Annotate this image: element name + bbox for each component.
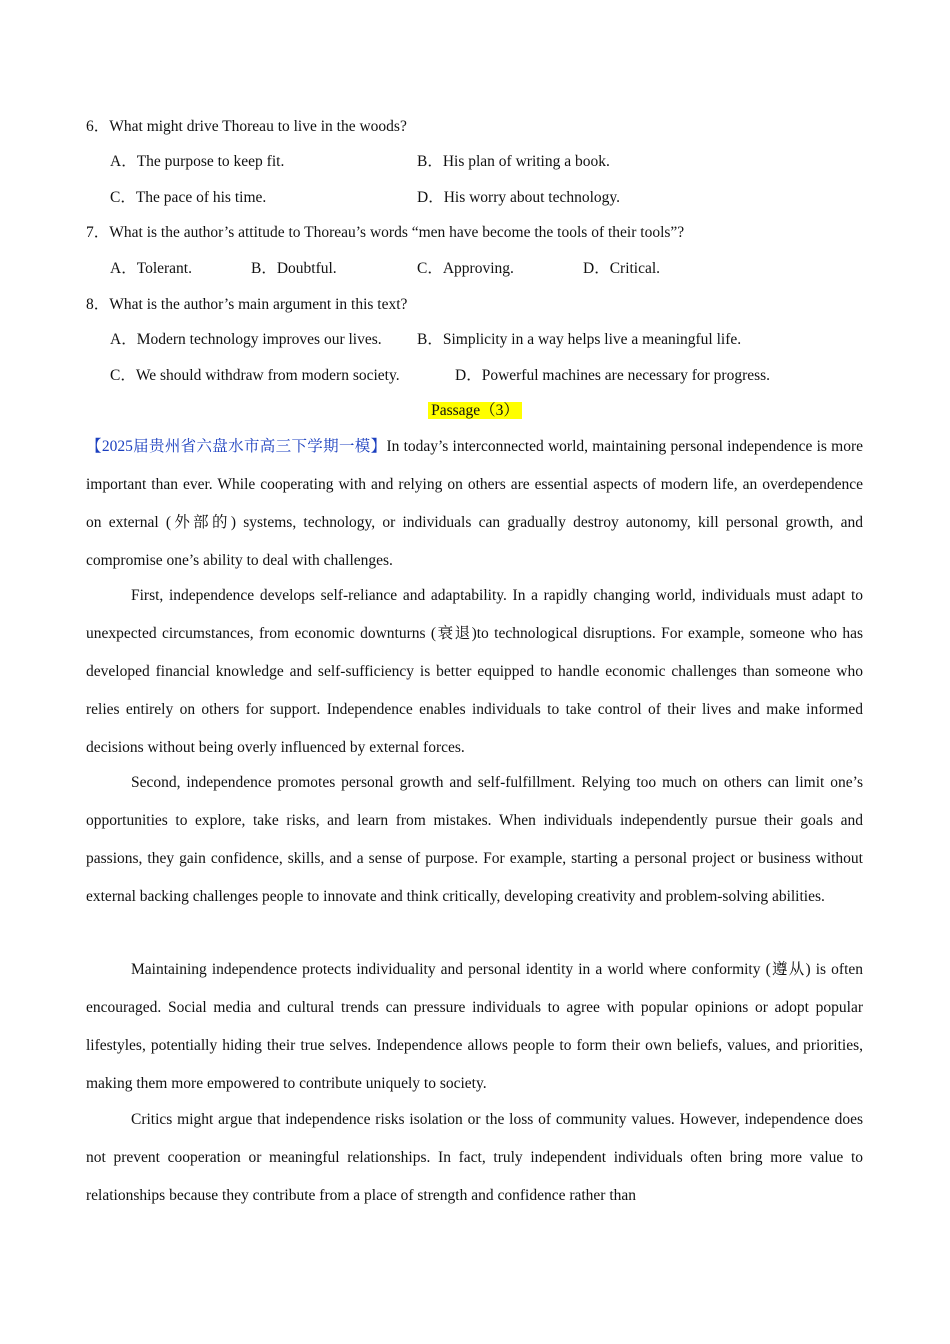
passage-paragraph-1 <box>86 428 863 580</box>
question-7-option-d: D．Critical. <box>583 260 661 277</box>
source-tag: 【2025届贵州省六盘水市高三下学期一模】 <box>86 438 387 455</box>
passage-paragraph-3: Second, independence promotes personal growth and self-fulfillment. Relying too much on others can limit one’s opportunities to explore, take risks, and learn from mistakes. When individuals independently pursue their goals and passions, they gain confidence, skills, and a sense of purpose. For example, starting a personal project or business without external backing challenges people to innovate and think critically, developing creativity and problem-solving abilities. <box>86 774 863 905</box>
passage-paragraph-5: Critics might argue that independence risks isolation or the loss of community values. However, independence does not prevent cooperation or meaningful relationships. In fact, truly independent individuals often bring more value to relationships because they contribute from a place of strength and confidence rather than <box>86 1111 863 1204</box>
passage-title-row <box>0 401 950 421</box>
question-7-option-c: C．Approving. <box>417 260 514 277</box>
question-6-option-a: A．The purpose to keep fit. <box>110 153 285 170</box>
question-8-option-c: C．We should withdraw from modern society. <box>110 367 400 384</box>
question-8-option-a: A．Modern technology improves our lives. <box>110 331 382 348</box>
question-6-option-d: D．His worry about technology. <box>417 189 621 206</box>
question-8-option-b: B．Simplicity in a way helps live a meaningful life. <box>417 331 742 348</box>
question-6-stem: 6．What might drive Thoreau to live in the woods? <box>86 118 407 135</box>
passage-title: Passage（3） <box>428 402 522 419</box>
passage-paragraph-2: First, independence develops self-reliance and adaptability. In a rapidly changing world, individuals must adapt to unexpected circumstances, from economic downturns (衰退)to technological disruptions. For example, someone who has developed financial knowledge and self-sufficiency is better equipped to handle economic challenges than someone who relies entirely on others for support. Independence enables individuals to take control of their lives and make informed decisions without being overly influenced by external forces. <box>86 587 863 756</box>
question-6-option-c: C．The pace of his time. <box>110 189 267 206</box>
question-7-option-b: B．Doubtful. <box>251 260 337 277</box>
question-7-stem: 7．What is the author’s attitude to Thoreau’s words “men have become the tools of their tools”? <box>86 224 685 241</box>
question-6-option-b: B．His plan of writing a book. <box>417 153 610 170</box>
question-8-option-d: D．Powerful machines are necessary for progress. <box>455 367 771 384</box>
paragraph-1-text: In today’s interconnected world, maintaining personal independence is more important than ever. While cooperating with and relying on others are essential aspects of modern life, an overdependence on external (外部的) systems, technology, or individuals can gradually destroy autonomy, kill personal growth, and compromise one’s ability to deal with challenges. <box>86 438 863 569</box>
question-8-stem: 8．What is the author’s main argument in this text? <box>86 296 408 313</box>
passage-paragraph-4: Maintaining independence protects individuality and personal identity in a world where conformity (遵从) is often encouraged. Social media and cultural trends can pressure individuals to agree with popular opinions or adopt popular lifestyles, potentially hiding their true selves. Independence allows people to form their own beliefs, values, and priorities, making them more empowered to contribute uniquely to society. <box>86 961 863 1092</box>
question-7-option-a: A．Tolerant. <box>110 260 192 277</box>
